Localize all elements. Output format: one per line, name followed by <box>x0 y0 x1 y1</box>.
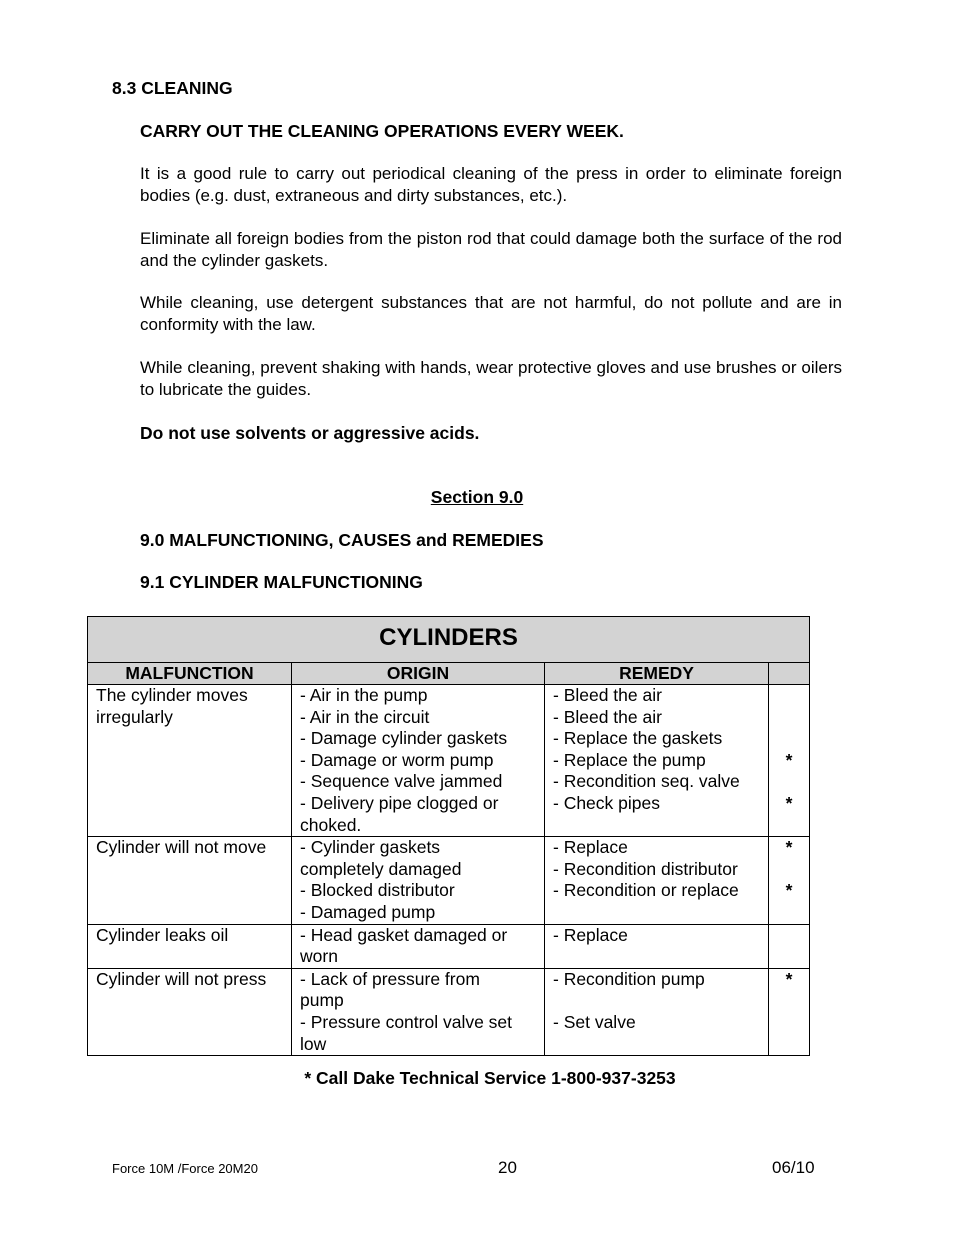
heading-cylinder: 9.1 CYLINDER MALFUNCTIONING <box>140 572 423 592</box>
remedy-line: - Set valve <box>553 1011 636 1032</box>
origin-line: worn <box>300 946 338 967</box>
remedy-line: - Replace the pump <box>553 749 706 770</box>
remedy-line <box>553 815 768 837</box>
remedy-cell <box>545 968 769 1055</box>
section-title: Section 9.0 <box>430 487 524 507</box>
remedy-line: - Recondition seq. valve <box>553 771 740 792</box>
origin-line: - Lack of pressure from <box>300 968 480 989</box>
origin-line: - Sequence valve jammed <box>300 771 503 792</box>
remedy-line: - Bleed the air <box>553 685 662 705</box>
table-row <box>88 924 810 968</box>
footer-model: Force 10M /Force 20M20 <box>112 1161 258 1176</box>
origin-line: completely damaged <box>300 858 462 879</box>
malfunction-cell <box>88 924 292 968</box>
origin-cell <box>292 968 545 1055</box>
origin-line: - Delivery pipe clogged or <box>300 792 499 813</box>
remedy-line <box>553 990 768 1012</box>
remedy-line: - Check pipes <box>553 792 660 813</box>
service-star <box>769 707 809 729</box>
service-star <box>769 685 809 707</box>
origin-line: low <box>300 1033 327 1054</box>
remedy-cell <box>545 837 769 924</box>
table-row <box>88 685 810 837</box>
service-star: * <box>785 749 793 770</box>
origin-line: - Damage cylinder gaskets <box>300 728 508 749</box>
table-title: CYLINDERS <box>88 617 810 663</box>
remedy-line <box>553 946 768 968</box>
malfunction-cell <box>88 837 292 924</box>
footer-page-number: 20 <box>498 1158 517 1177</box>
cylinders-table <box>87 616 810 1056</box>
remedy-line: - Replace <box>553 924 628 945</box>
header-remedy: REMEDY <box>545 663 769 685</box>
origin-line: - Cylinder gaskets <box>300 837 441 858</box>
malfunction-cell <box>88 968 292 1055</box>
service-star: * <box>785 837 793 858</box>
service-star: * <box>785 880 793 901</box>
origin-line: - Damage or worm pump <box>300 749 494 770</box>
paragraph-1: It is a good rule to carry out periodical cleaning of the press in order to eliminate foreign bodies (e.g. dust, extraneous and dirty substances, etc.). <box>140 164 842 205</box>
paragraph-2: Eliminate all foreign bodies from the piston rod that could damage both the surface of the rod and the cylinder gaskets. <box>140 229 842 270</box>
footer-date: 06/10 <box>772 1158 815 1177</box>
malfunction-cell <box>88 685 292 837</box>
service-star-cell <box>769 685 810 837</box>
remedy-line: - Bleed the air <box>553 706 662 727</box>
origin-cell <box>292 685 545 837</box>
header-origin: ORIGIN <box>292 663 545 685</box>
remedy-line: - Recondition or replace <box>553 880 739 901</box>
malfunction-line: irregularly <box>96 706 173 727</box>
paragraph-3: While cleaning, use detergent substances that are not harmful, do not pollute and are in conformity with the law. <box>140 293 842 334</box>
origin-line: choked. <box>300 814 362 835</box>
service-star <box>769 925 809 947</box>
service-star <box>769 1012 809 1034</box>
service-star <box>769 859 809 881</box>
origin-line: - Air in the circuit <box>300 706 430 727</box>
origin-line: - Damaged pump <box>300 901 436 922</box>
subheading-weekly: CARRY OUT THE CLEANING OPERATIONS EVERY WEEK. <box>140 121 624 141</box>
service-star-cell <box>769 837 810 924</box>
remedy-cell <box>545 924 769 968</box>
service-star: * <box>785 792 793 813</box>
service-star-cell <box>769 968 810 1055</box>
remedy-cell <box>545 685 769 837</box>
table-row <box>88 837 810 924</box>
heading-malfunctioning: 9.0 MALFUNCTIONING, CAUSES and REMEDIES <box>140 530 544 550</box>
remedy-line: - Recondition distributor <box>553 858 738 879</box>
service-star <box>769 902 809 924</box>
paragraph-4: While cleaning, prevent shaking with hands, wear protective gloves and use brushes or oilers to lubricate the guides. <box>140 358 842 399</box>
remedy-line <box>553 1034 768 1056</box>
service-star <box>769 946 809 968</box>
table-row <box>88 968 810 1055</box>
service-star <box>769 1034 809 1056</box>
remedy-line: - Replace the gaskets <box>553 728 723 749</box>
malfunction-line: The cylinder moves <box>96 685 248 705</box>
origin-cell <box>292 924 545 968</box>
call-note: * Call Dake Technical Service 1-800-937-3253 <box>304 1068 676 1088</box>
service-star <box>769 771 809 793</box>
service-star: * <box>785 968 793 989</box>
origin-line: - Air in the pump <box>300 685 428 705</box>
service-star <box>769 815 809 837</box>
origin-line: - Pressure control valve set <box>300 1011 513 1032</box>
remedy-line <box>553 902 768 924</box>
heading-cleaning: 8.3 CLEANING <box>112 78 233 98</box>
header-malfunction: MALFUNCTION <box>88 663 292 685</box>
origin-line: - Head gasket damaged or <box>300 924 508 945</box>
remedy-line: - Replace <box>553 837 628 858</box>
origin-line: - Blocked distributor <box>300 880 455 901</box>
remedy-line: - Recondition pump <box>553 968 705 989</box>
origin-line: pump <box>300 990 344 1011</box>
service-star <box>769 990 809 1012</box>
malfunction-line: Cylinder leaks oil <box>96 924 229 945</box>
malfunction-line: Cylinder will not press <box>96 968 267 989</box>
header-blank <box>769 663 810 685</box>
malfunction-line: Cylinder will not move <box>96 837 267 858</box>
warning-text: Do not use solvents or aggressive acids. <box>140 423 480 443</box>
origin-cell <box>292 837 545 924</box>
service-star <box>769 728 809 750</box>
service-star-cell <box>769 924 810 968</box>
